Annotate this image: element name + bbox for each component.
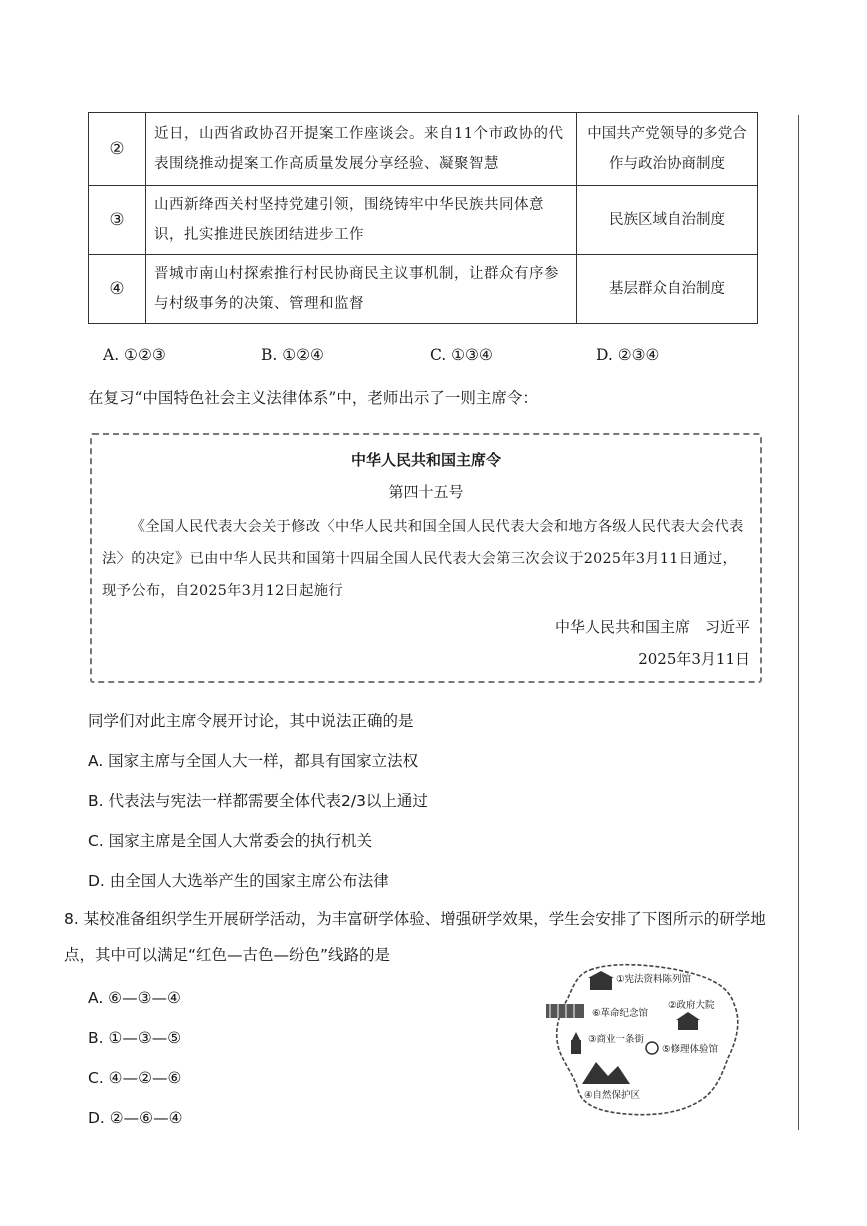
decree-signature: 中华人民共和国主席 习近平 — [554, 618, 750, 636]
mountain-icon — [582, 1062, 630, 1084]
row-number: ③ — [89, 186, 146, 255]
row-description: 晋城市南山村探索推行村民协商民主议事机制，让群众有序参与村级事务的决策、管理和监督 — [146, 255, 577, 324]
q7-intro: 在复习“中国特色社会主义法律体系”中，老师出示了一则主席令： — [88, 389, 538, 407]
museum-icon — [588, 971, 614, 990]
q7-option-b[interactable]: B. 代表法与宪法一样都需要全体代表2/3以上通过 — [88, 792, 428, 810]
q8-option-a[interactable]: A. ⑥—③—④ — [88, 989, 181, 1007]
q8-option-c[interactable]: C. ④—②—⑥ — [88, 1069, 182, 1087]
q6-option-d[interactable]: D. ②③④ — [596, 346, 660, 364]
map-label-5: ⑤修理体验馆 — [662, 1044, 719, 1055]
page-margin-line — [798, 115, 799, 1130]
decree-title: 中华人民共和国主席令 — [350, 451, 501, 469]
decree-body: 《全国人民代表大会关于修改〈中华人民共和国全国人民代表大会和地方各级人民代表大会代表法〉的决定》已由中华人民共和国第十四届全国人民代表大会第三次会议于2025年3月11日通过，现予公布，自2025年3月12日起施行 — [102, 519, 744, 599]
study-route-map — [538, 962, 754, 1122]
q8-option-d[interactable]: D. ②—⑥—④ — [88, 1109, 183, 1127]
q8-option-b[interactable]: B. ①—③—⑤ — [88, 1029, 182, 1047]
map-label-6: ⑥革命纪念馆 — [592, 1008, 649, 1019]
row-system: 基层群众自治制度 — [577, 255, 758, 324]
q7-question: 同学们对此主席令展开讨论，其中说法正确的是 — [88, 712, 414, 730]
map-label-4: ④自然保护区 — [584, 1090, 641, 1101]
map-label-1: ①宪法资料陈列馆 — [616, 974, 692, 985]
row-number: ② — [89, 113, 146, 186]
q6-option-b[interactable]: B. ①②④ — [261, 346, 324, 364]
q7-option-a[interactable]: A. 国家主席与全国人大一样，都具有国家立法权 — [88, 752, 419, 770]
government-building-icon — [676, 1012, 700, 1030]
q7-option-d[interactable]: D. 由全国人大选举产生的国家主席公布法律 — [88, 872, 389, 890]
workshop-icon — [646, 1042, 658, 1054]
table-row — [89, 255, 758, 324]
row-number: ④ — [89, 255, 146, 324]
decree-date: 2025年3月11日 — [638, 650, 750, 668]
q6-options — [103, 346, 703, 372]
q8-stem: 8. 某校准备组织学生开展研学活动，为丰富研学体验、增强研学效果，学生会安排了下图所示的研学地点，其中可以满足“红色—古色—纷色”线路的是 — [64, 910, 766, 964]
row-system: 民族区域自治制度 — [577, 186, 758, 255]
row-description: 近日，山西省政协召开提案工作座谈会。来自11个市政协的代表围绕推动提案工作高质量发展分享经验、凝聚智慧 — [146, 113, 577, 186]
decree-box — [90, 433, 762, 683]
decree-number: 第四十五号 — [388, 483, 464, 501]
comparison-table — [88, 112, 758, 324]
row-description: 山西新绛西关村坚持党建引领，围绕铸牢中华民族共同体意识，扎实推进民族团结进步工作 — [146, 186, 577, 255]
q7-option-c[interactable]: C. 国家主席是全国人大常委会的执行机关 — [88, 832, 373, 850]
table-row — [89, 113, 758, 186]
row-system: 中国共产党领导的多党合作与政治协商制度 — [577, 113, 758, 186]
street-icon — [571, 1032, 581, 1054]
map-label-3: ③商业一条街 — [588, 1034, 645, 1045]
map-label-2: ②政府大院 — [668, 1000, 715, 1011]
table-row — [89, 186, 758, 255]
q6-option-a[interactable]: A. ①②③ — [103, 346, 166, 364]
memorial-hall-icon — [546, 1004, 584, 1018]
map-outline — [538, 962, 754, 1122]
q6-option-c[interactable]: C. ①③④ — [430, 346, 493, 364]
